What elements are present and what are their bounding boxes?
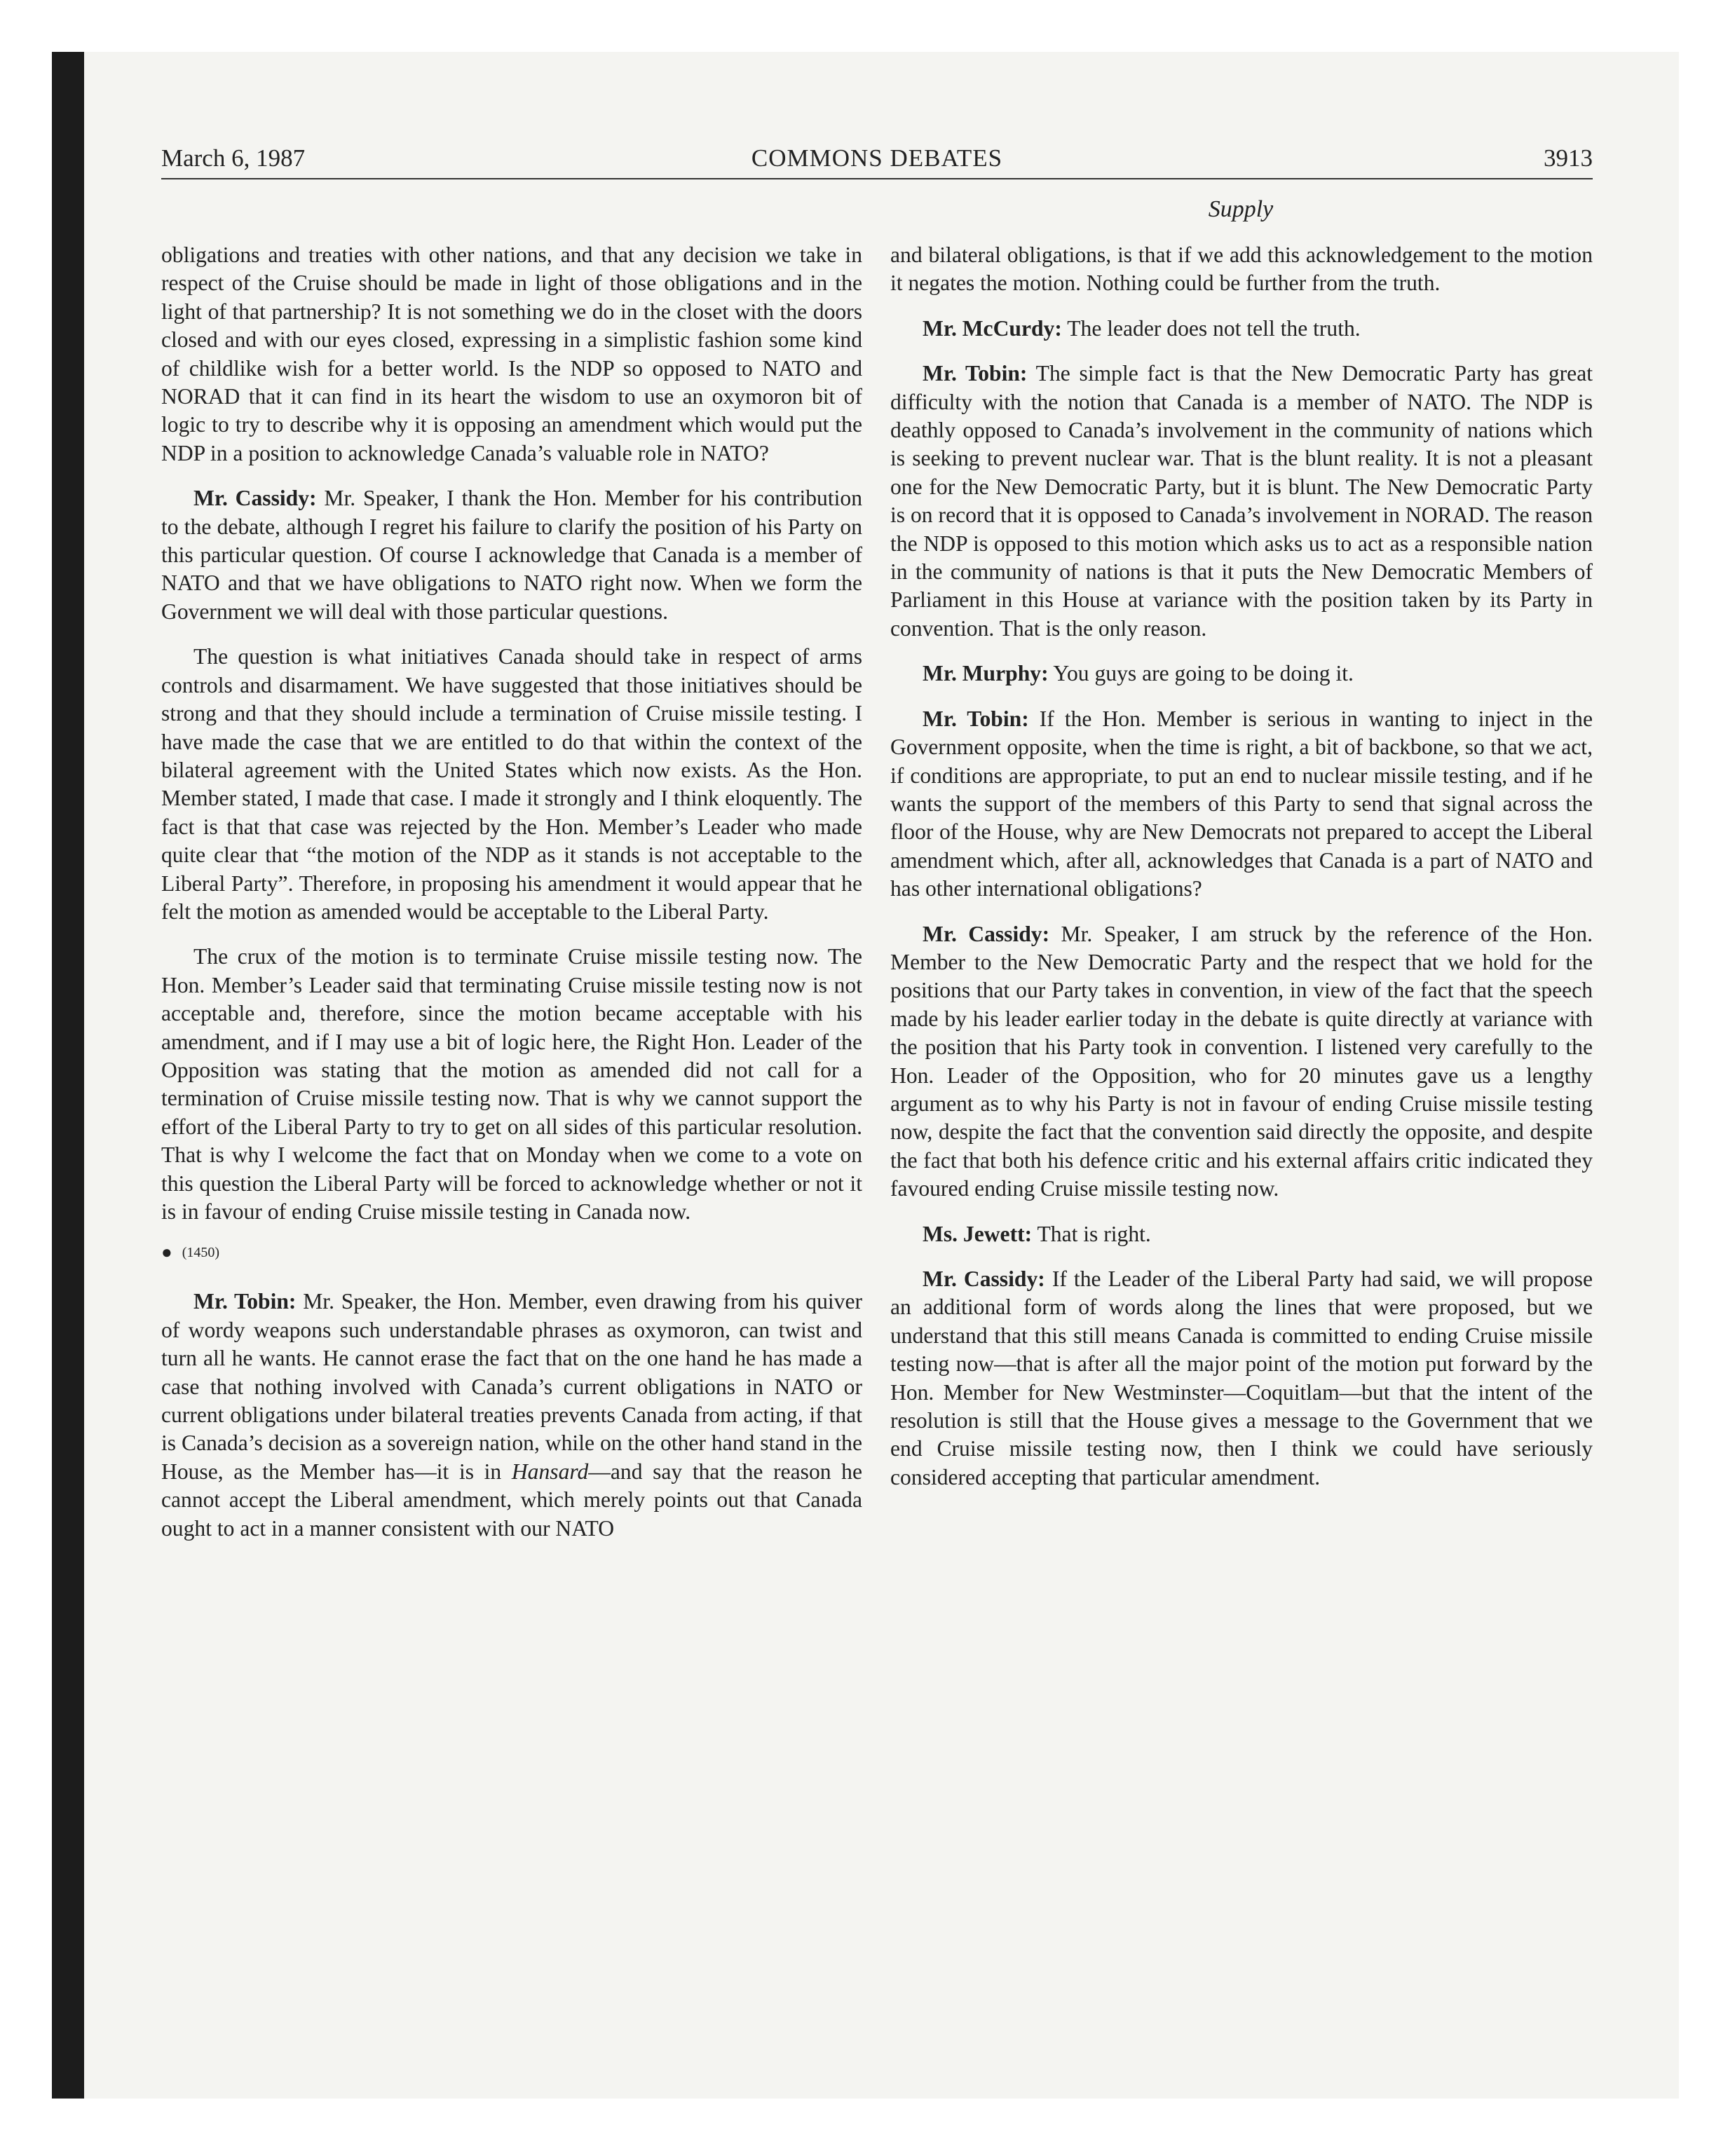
speech bbox=[890, 705, 1593, 903]
speaker-name: Mr. Cassidy: bbox=[923, 1267, 1045, 1291]
right-column bbox=[890, 241, 1593, 1508]
speech-text: Mr. Speaker, I am struck by the reference of the Hon. Member to the New Democratic Party and the respect that we hold for the positions that our Party takes in convention, in view of the fact that the speech made by his leader earlier today in the debate is quite directly at variance with the position that his Party took in convention. I listened very carefully to the Hon. Leader of the Opposition, who for 20 minutes gave us a lengthy argument as to why his Party is not in favour of ending Cruise missile testing now, despite the fact that the convention said directly the opposite, and despite the fact that both his defence critic and his external affairs critic indicated they favoured ending Cruise missile testing now. bbox=[890, 921, 1593, 1201]
speech-text: If the Leader of the Liberal Party had said, we will propose an additional form of words along the lines that were proposed, but we understand that this still means Canada is committed to ending Cruise missile testing now—that is after all the major point of the motion put forward by the Hon. Member for New Westminster—Coquitlam—but that the intent of the resolution is still that the House gives a message to the Government that we end Cruise missile testing now, then I think we could have seriously considered accepting that particular amendment. bbox=[890, 1267, 1593, 1489]
paragraph: The question is what initiatives Canada should take in respect of arms controls and disarmament. We have suggested that those initiatives should be strong and that they should include a termination of Cruise missile testing. I have made the case that we are entitled to do that within the context of the bilateral agreement with the United States which now exists. As the Hon. Member stated, I made that case. I made it strongly and I think eloquently. The fact is that that case was rejected by the Hon. Member’s Leader who made quite clear that “the motion of the NDP as it stands is not acceptable to the Liberal Party”. Therefore, in proposing his amendment it would appear that he felt the motion as amended would be acceptable to the Liberal Party. bbox=[161, 644, 862, 924]
speech bbox=[890, 315, 1593, 343]
speaker-name: Mr. Cassidy: bbox=[193, 486, 317, 511]
left-column bbox=[161, 241, 862, 1560]
time-marker bbox=[161, 1243, 862, 1262]
paragraph: obligations and treaties with other nations, and that any decision we take in respect of the Cruise should be made in light of those obligations and in the light of that partnership? It is not something we do in the closet with the doors closed and with our eyes closed, expressing in a simplistic fashion some kind of childlike wish for a better world. Is the NDP so opposed to NATO and NORAD that it can find in its heart the wisdom to use an oxymoron bit of logic to try to describe why it is opposing an amendment which would put the NDP in a position to acknowledge Canada’s valuable role in NATO? bbox=[161, 243, 862, 465]
section-title: Supply bbox=[1208, 196, 1274, 222]
speaker-name: Ms. Jewett: bbox=[923, 1221, 1033, 1246]
speech-text: If the Hon. Member is serious in wanting to inject in the Government opposite, when the time is right, a bit of backbone, so that we act, if conditions are appropriate, to put an end to nuclear missile testing, and if he wants the support of the members of this Party to send that signal across the floor of the House, why are New Democrats not prepared to accept the Liberal amendment which, after all, acknowledges that Canada is a part of NATO and has other international obligations? bbox=[890, 706, 1593, 901]
speech-text: Mr. Speaker, I thank the Hon. Member for his contribution to the debate, although I regret his failure to clarify the position of his Party on this particular question. Of course I acknowledge that Canada is a member of NATO and that we have obligations to NATO right now. When we form the Government we will deal with those particular questions. bbox=[161, 486, 862, 624]
speech bbox=[890, 660, 1593, 688]
time-marker-text: (1450) bbox=[182, 1245, 220, 1261]
speech bbox=[161, 1288, 862, 1543]
speaker-name: Mr. Tobin: bbox=[193, 1289, 297, 1314]
publication-title: COMMONS DEBATES bbox=[751, 144, 1003, 172]
speech bbox=[890, 1265, 1593, 1492]
hansard-reference: Hansard bbox=[511, 1459, 589, 1484]
speech-text: The leader does not tell the truth. bbox=[1067, 315, 1361, 341]
paragraph: and bilateral obligations, is that if we add this acknowledgement to the motion it negates the motion. Nothing could be further from the truth. bbox=[890, 243, 1593, 296]
speaker-name: Mr. Tobin: bbox=[923, 706, 1029, 731]
speech bbox=[161, 484, 862, 626]
paragraph: The crux of the motion is to terminate Cruise missile testing now. The Hon. Member’s Leader said that terminating Cruise missile testing now is not acceptable and, therefore, since the motion became acceptable with his amendment, and if I may use a bit of logic here, the Right Hon. Leader of the Opposition was stating that the motion as amended did not call for a termination of Cruise missile testing now. That is why we cannot support the effort of the Liberal Party to try to get on all sides of this particular resolution. That is why I welcome the fact that on Monday when we come to a vote on this question the Liberal Party will be forced to acknowledge whether or not it is in favour of ending Cruise missile testing in Canada now. bbox=[161, 944, 862, 1224]
speech bbox=[890, 360, 1593, 643]
header-rule bbox=[161, 178, 1593, 179]
speaker-name: Mr. Murphy: bbox=[923, 661, 1049, 686]
speech-text: You guys are going to be doing it. bbox=[1053, 661, 1354, 686]
bullet-icon: ● bbox=[161, 1242, 172, 1263]
scan-edge bbox=[52, 52, 84, 2099]
page-number: 3913 bbox=[1544, 144, 1593, 172]
speech-text: That is right. bbox=[1037, 1221, 1151, 1246]
speech bbox=[890, 1220, 1593, 1248]
speaker-name: Mr. Tobin: bbox=[923, 361, 1028, 386]
speaker-name: Mr. Cassidy: bbox=[923, 921, 1050, 946]
speech-text: The simple fact is that the New Democratic Party has great difficulty with the notion that Canada is a member of NATO. The NDP is deathly opposed to Canada’s involvement in the community of nations which is seeking to prevent nuclear war. That is the blunt reality. It is not a pleasant one for the New Democratic Party, but it is blunt. The New Democratic Party is on record that it is opposed to Canada’s involvement in NORAD. The reason the NDP is opposed to this motion which asks us to act as a responsible nation in the community of nations is that it puts the New Democratic Members of Parliament in this House at variance with the position taken by its Party in convention. That is the only reason. bbox=[890, 361, 1593, 641]
speaker-name: Mr. McCurdy: bbox=[923, 315, 1062, 341]
speech-text: Mr. Speaker, the Hon. Member, even drawing from his quiver of wordy weapons such understandable phrases as oxymoron, can twist and turn all he wants. He cannot erase the fact that on the one hand he has made a case that nothing involved with Canada’s current obligations in NATO or current obligations under bilateral treaties prevents Canada from acting, if that is Canada’s decision as a sovereign nation, while on the other hand stand in the House, as the Member has—it is in bbox=[161, 1289, 862, 1484]
speech bbox=[890, 920, 1593, 1203]
header-date: March 6, 1987 bbox=[161, 144, 306, 172]
speech-text: —and say that the reason he cannot accept the Liberal amendment, which merely points out that Canada ought to act in a manner consistent with our NATO bbox=[161, 1459, 862, 1541]
